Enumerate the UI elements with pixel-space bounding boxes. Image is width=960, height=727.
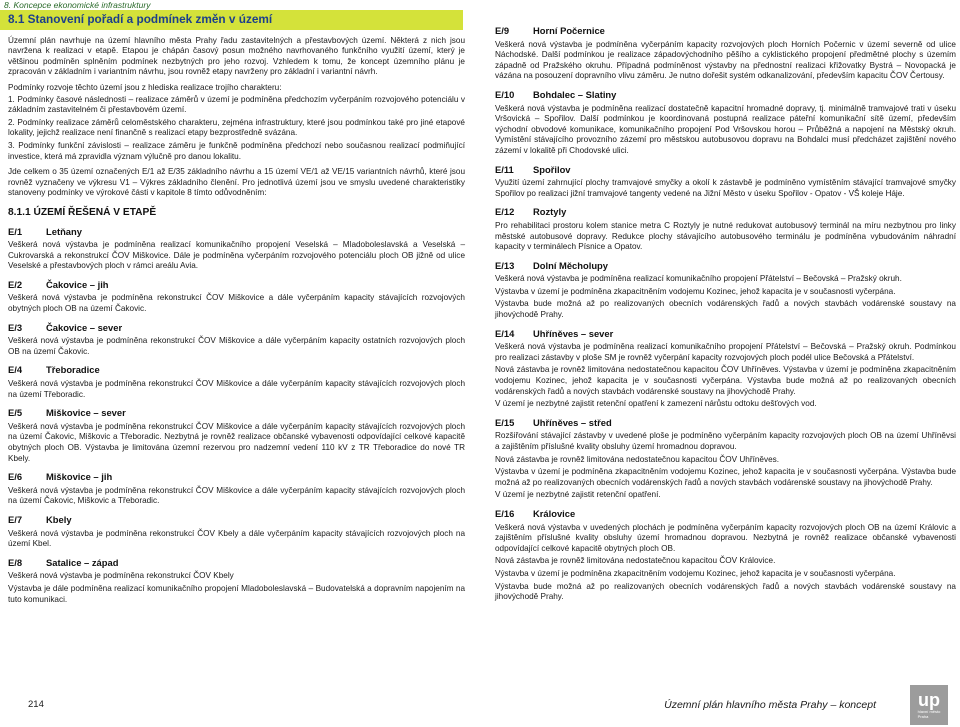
zone-text: [495, 523, 956, 603]
zone-text: [495, 274, 956, 320]
zone-text: [8, 529, 465, 550]
zone-code: E/15: [495, 416, 515, 428]
zone-name: Letňany: [46, 225, 82, 237]
zone-paragraph: Veškerá nová výstavba je podmíněna rekonstrukcí ČOV Miškovice a dále vyčerpáním kapacity stávajících rozvojových obytných ploch OB na území Čakovic.: [8, 293, 465, 314]
zone-text: [8, 571, 465, 605]
zone-heading: [495, 329, 956, 340]
zone-heading: [8, 515, 465, 526]
zone-text: [8, 293, 465, 314]
zone-paragraph: Rozšiřování stávající zástavby v uvedené ploše je podmíněno vyčerpáním kapacity rozvojových ploch OB na území Uhříněvsi a zajištěním příslušné kvality obsluhy území hromadnou dopravou.: [495, 431, 956, 451]
zone-text: [8, 379, 465, 400]
zone-text: [495, 178, 956, 199]
zone-heading: [495, 418, 956, 429]
zone-name: Miškovice – sever: [46, 407, 126, 419]
zone-paragraph: Pro rehabilitaci prostoru kolem stanice metra C Roztyly je nutné redukovat autobusový terminál na míru nezbytnou pro linky městské autobusové dopravy. Redukce plochy stávajícího autobusového terminálu je podmíněna vybudováním náhradní kapacity v terminálech Písnice a Opatov.: [495, 220, 956, 252]
subsection-title: 8.1.1 ÚZEMÍ ŘEŠENÁ V ETAPĚ: [8, 206, 157, 218]
zone-paragraph: Nová zástavba je rovněž limitována nedostatečnou kapacitou ČOV Uhříněves. Výstavba v území je podmíněna zkapacitněním vodojemu Kozinec, jehož kapacita je v současnosti vyčerpána. Výstavba bude možná až po realizovaných obecních vodárenských řadů a nových stavbách vodárenské soustavy na jihovýchodě Prahy.: [495, 365, 956, 396]
zone-paragraph: V území je nezbytné zajistit retenční opatření k zamezení nárůstu odtoku dešťových vod.: [495, 399, 817, 409]
zone-text: [495, 342, 956, 410]
section-title: 8.1 Stanovení pořadí a podmínek změn v území: [8, 12, 273, 26]
zone-paragraph: Veškerá nová výstavba je podmíněna realizací dostatečně kapacitní hromadné dopravy, tj. minimálně tramvajové trati v úseku Vršovická – Spořilov. Další podmínkou je koordinovaná postupná realizace páteřní komunikační sítě území, především východní obvodové komunikace, komunikačního propojení Pod Vršovskou horou – Průběžná a napojení na Městský okruh. Vymístění stávajícího provozního zázemí pro městskou autobusovou dopravu na Bohdalci musí předcházet zajištění nového zázemí v lokalitě při Chodovské ulici.: [495, 103, 956, 155]
footer-title: Územní plán hlavního města Prahy – koncept: [664, 699, 876, 711]
zone-name: Horní Počernice: [533, 25, 605, 36]
zone-paragraph: Veškerá nová výstavba je podmíněna rekonstrukcí ČOV Miškovice a dále vyčerpáním kapacity ostatních rozvojových ploch OB na území Čakovic.: [8, 336, 465, 356]
zone-text: [8, 422, 465, 464]
page-footer: [0, 683, 960, 727]
zone-paragraph: Veškerá nová výstavba je podmíněna rekonstrukcí ČOV Miškovice a dále vyčerpáním kapacity stávajících rozvojových ploch na území Čakovic, Miškovic a Třeboradic.: [8, 485, 465, 506]
zone-name: Čakovice – sever: [46, 321, 123, 333]
zone-name: Uhříněves – střed: [533, 416, 612, 428]
zone-heading: [8, 365, 465, 376]
zone-heading: [8, 227, 465, 238]
section-title-bar: [0, 10, 463, 30]
zone-name: Spořilov: [533, 163, 571, 175]
zone-paragraph: Veškerá nová výstavba je podmíněna realizací komunikačního propojení Veselská – Mladoboleslavská a Veselská – Cukrovarská a rekonstrukcí ČOV Miškovice. Dále je podmíněna vyčerpáním rozvojového potenciálu ploch OB jižně od ulice Veselské a přestavbových ploch v rámci areálu Avia.: [8, 240, 465, 271]
zone-paragraph: Využití území zahrnující plochy tramvajové smyčky a okolí k zástavbě je podmíněno vymístěním stávající tramvajové smyčky Spořilov po realizaci jižní tramvajové tangenty vedené na Jižní Město v úseku Spořilov - Opatov - VŠ koleje Háje.: [495, 178, 956, 198]
zone-paragraph: Veškerá nová výstavba je podmíněna rekonstrukcí ČOV Kbely: [8, 571, 234, 581]
zone-paragraph: Výstavba v území je podmíněna zkapacitněním vodojemu Kozinec, jehož kapacita je v současnosti vyčerpána. Výstavba bude možná až po realizovaných obecních vodárenských řadů a nových stavbách vodárenské soustavy na jihovýchodě Prahy.: [495, 467, 956, 487]
zone-name: Dolní Měcholupy: [533, 259, 608, 271]
zone-code: E/8: [8, 556, 23, 568]
zone-name: Třeboradice: [46, 364, 100, 376]
zone-code: E/12: [495, 206, 515, 218]
zone-paragraph: Veškerá nová výstavba je podmíněna rekonstrukcí ČOV Kbely a dále vyčerpáním kapacity stávajících rozvojových ploch na území Kbel.: [8, 528, 465, 549]
zone-heading: [495, 509, 956, 520]
zone-paragraph: V území je nezbytné zajistit retenční opatření.: [495, 490, 661, 500]
zone-paragraph: Veškerá nová výstavba v uvedených plochách je podmíněna vyčerpáním kapacity rozvojových ploch OB na území Královic a zajištěním příslušné kvality obsluhy území hromadnou dopravou. Nezbytná je rovněž realizace občanské vybavenosti odpovídající celkové kapacitě obytných ploch OB.: [495, 522, 956, 553]
condition-1: 1. Podmínky časové následnosti – realizace záměrů v území je podmíněna předchozím vyčerpáním rozvojového potenciálu v základním zastavitelném či přestavbovém území.: [8, 94, 465, 115]
zone-name: Uhříněves – sever: [533, 327, 614, 339]
zone-heading: [495, 165, 956, 176]
zone-code: E/9: [495, 25, 510, 36]
right-column: [495, 18, 956, 605]
summary-paragraph: Jde celkem o 35 území označených E/1 až E/35 základního návrhu a 15 území VE/1 až VE/15 variantních návrhů, které jsou rovněž vyznačeny ve výkresu V1 – Výkres základního členění. Pro jednotlivá území jsou ve smyslu uvedené charakteristiky stanoveny podmínky ve výrokové části v kapitole 8 tímto odůvodněním:: [8, 167, 465, 198]
zone-paragraph: Výstavba v území je podmíněna zkapacitněním vodojemu Kozinec, jehož kapacita je v současnosti vyčerpána.: [495, 286, 896, 296]
zone-paragraph: Nová zástavba je rovněž limitována nedostatečnou kapacitou ČOV Uhříněves.: [495, 454, 779, 464]
zone-heading: [495, 90, 956, 101]
zone-heading: [8, 408, 465, 419]
zone-heading: [8, 280, 465, 291]
zone-text: [495, 221, 956, 253]
zone-paragraph: Veškerá nová výstavba je podmíněna vyčerpáním kapacity rozvojových ploch Horních Počernic v území severně od ulice Náchodské. Další podmínkou je realizace západovýchodního pěšího a cyklistického propojení předmětné plochy s územím západně od Pražského okruhu. Případná podmíněnost výstavby na přednostní realizaci křižovatky Bystrá – Novopacká je vázána na posouzení dopravního vlivu záměru. Je nutno dořešit systém odkanalizování, především kapacitu ČOV Čertousy.: [495, 39, 956, 81]
zone-code: E/14: [495, 327, 515, 339]
condition-3: 3. Podmínky funkční závislosti – realizace záměru je funkčně podmíněna předchozí nebo současnou realizací podmiňující investice, která má zpravidla význam výlučně pro danou lokalitu.: [8, 140, 465, 161]
left-column: [8, 10, 465, 607]
zone-name: Satalice – západ: [46, 556, 119, 568]
logo-mark: up: [918, 690, 940, 710]
zone-paragraph: Výstavba je dále podmíněna realizací komunikačního propojení Mladoboleslavská – Budovatelská a dopravním napojením na tuto komunikaci.: [8, 583, 465, 604]
zone-code: E/16: [495, 507, 515, 519]
zone-heading: [495, 26, 956, 37]
zone-text: [495, 40, 956, 82]
zone-code: E/4: [8, 364, 23, 376]
zone-paragraph: Veškerá nová výstavba je podmíněna realizací komunikačního propojení Přátelství – Bečovská – Pražský okruh. Podmínkou pro realizaci zástavby v ploše SM je rovněž vyčerpání kapacity rozvojových ploch podél ulice Bečovská a Přátelství.: [495, 342, 956, 362]
condition-2: 2. Podmínky realizace záměrů celoměstského charakteru, zejména infrastruktury, které jsou podmínkou také pro jiné etapové lokality, jejichž realizace není finančně s realizací etapy bezprostředně svázána.: [8, 117, 465, 138]
zone-code: E/2: [8, 278, 23, 290]
zone-paragraph: Výstavba v území je podmíněna zkapacitněním vodojemu Kozinec, jehož kapacita je v současnosti vyčerpána.: [495, 568, 896, 578]
zone-paragraph: Veškerá nová výstavba je podmíněna rekonstrukcí ČOV Miškovice a dále vyčerpáním kapacity stávajících rozvojových ploch na území Čakovic, Miškovic a Třeboradic. Nezbytná je rovněž realizace občanské vybavenosti odpovídající celkové kapacitě obytných ploch OB. Výstavba je limitována územní rezervou pro nadzemní vedení 110 kV z TR Třeboradice do nové TR Kbely.: [8, 421, 465, 463]
intro-paragraph-1: Územní plán navrhuje na území hlavního města Prahy řadu zastavitelných a přestavbových území. Některá z nich jsou navržena k realizaci v etapě. Etapou je chápán časový posun možného navrhovaného funkčního využití území, který je většinou podmíněn splněním podmínek nezbytných pro jeho rozvoj. Vzhledem k tomu, že koncept územního plánu je zpracován v základním i variantním návrhu, jsou rovněž etapy navrženy pro základní i variantní návrh.: [8, 35, 465, 77]
zone-text: [8, 240, 465, 272]
zone-code: E/6: [8, 471, 23, 483]
zone-paragraph: Výstavba bude možná až po realizovaných obecních vodárenských řadů a nových stavbách vodárenské soustavy na jihovýchodě Prahy.: [495, 299, 956, 320]
zone-text: [495, 431, 956, 501]
zone-heading: [495, 261, 956, 272]
zone-text: [495, 104, 956, 157]
zone-code: E/10: [495, 88, 515, 100]
zone-name: Miškovice – jih: [46, 471, 113, 483]
zone-heading: [8, 558, 465, 569]
zone-code: E/7: [8, 513, 23, 525]
zones-right-list: [495, 26, 956, 603]
zones-left-list: [8, 227, 465, 606]
zone-heading: [495, 207, 956, 218]
zone-text: [8, 336, 465, 357]
up-logo: [910, 685, 948, 725]
zone-code: E/1: [8, 225, 23, 237]
zone-name: Královice: [533, 507, 576, 519]
zone-name: Bohdalec – Slatiny: [533, 88, 617, 100]
zone-heading: [8, 472, 465, 483]
intro-paragraph-2: Podmínky rozvoje těchto území jsou z hlediska realizace trojího charakteru:: [8, 82, 282, 92]
zone-paragraph: Výstavba bude možná až po realizovaných obecních vodárenských řadů a nových stavbách vodárenské soustavy na jihovýchodě Prahy.: [495, 581, 956, 602]
zone-name: Čakovice – jih: [46, 278, 109, 290]
page-header: 8. Koncepce ekonomické infrastruktury: [4, 0, 151, 10]
zone-paragraph: Veškerá nová výstavba je podmíněna realizací komunikačního propojení Přátelství – Bečovská – Pražský okruh.: [495, 274, 902, 284]
zone-paragraph: Nová zástavba je rovněž limitována nedostatečnou kapacitou ČOV Královice.: [495, 556, 776, 566]
logo-subtitle: hlavní město Praha: [917, 709, 941, 719]
zone-code: E/5: [8, 407, 23, 419]
zone-code: E/13: [495, 259, 515, 271]
zone-code: E/3: [8, 321, 23, 333]
zone-name: Roztyly: [533, 206, 567, 218]
zone-paragraph: Veškerá nová výstavba je podmíněna rekonstrukcí ČOV Miškovice a dále vyčerpáním kapacity stávajících rozvojových ploch na území Třeboradic.: [8, 379, 465, 399]
zone-name: Kbely: [46, 513, 72, 525]
page-number: 214: [28, 699, 44, 710]
zone-text: [8, 486, 465, 507]
zone-heading: [8, 323, 465, 334]
zone-code: E/11: [495, 163, 514, 175]
